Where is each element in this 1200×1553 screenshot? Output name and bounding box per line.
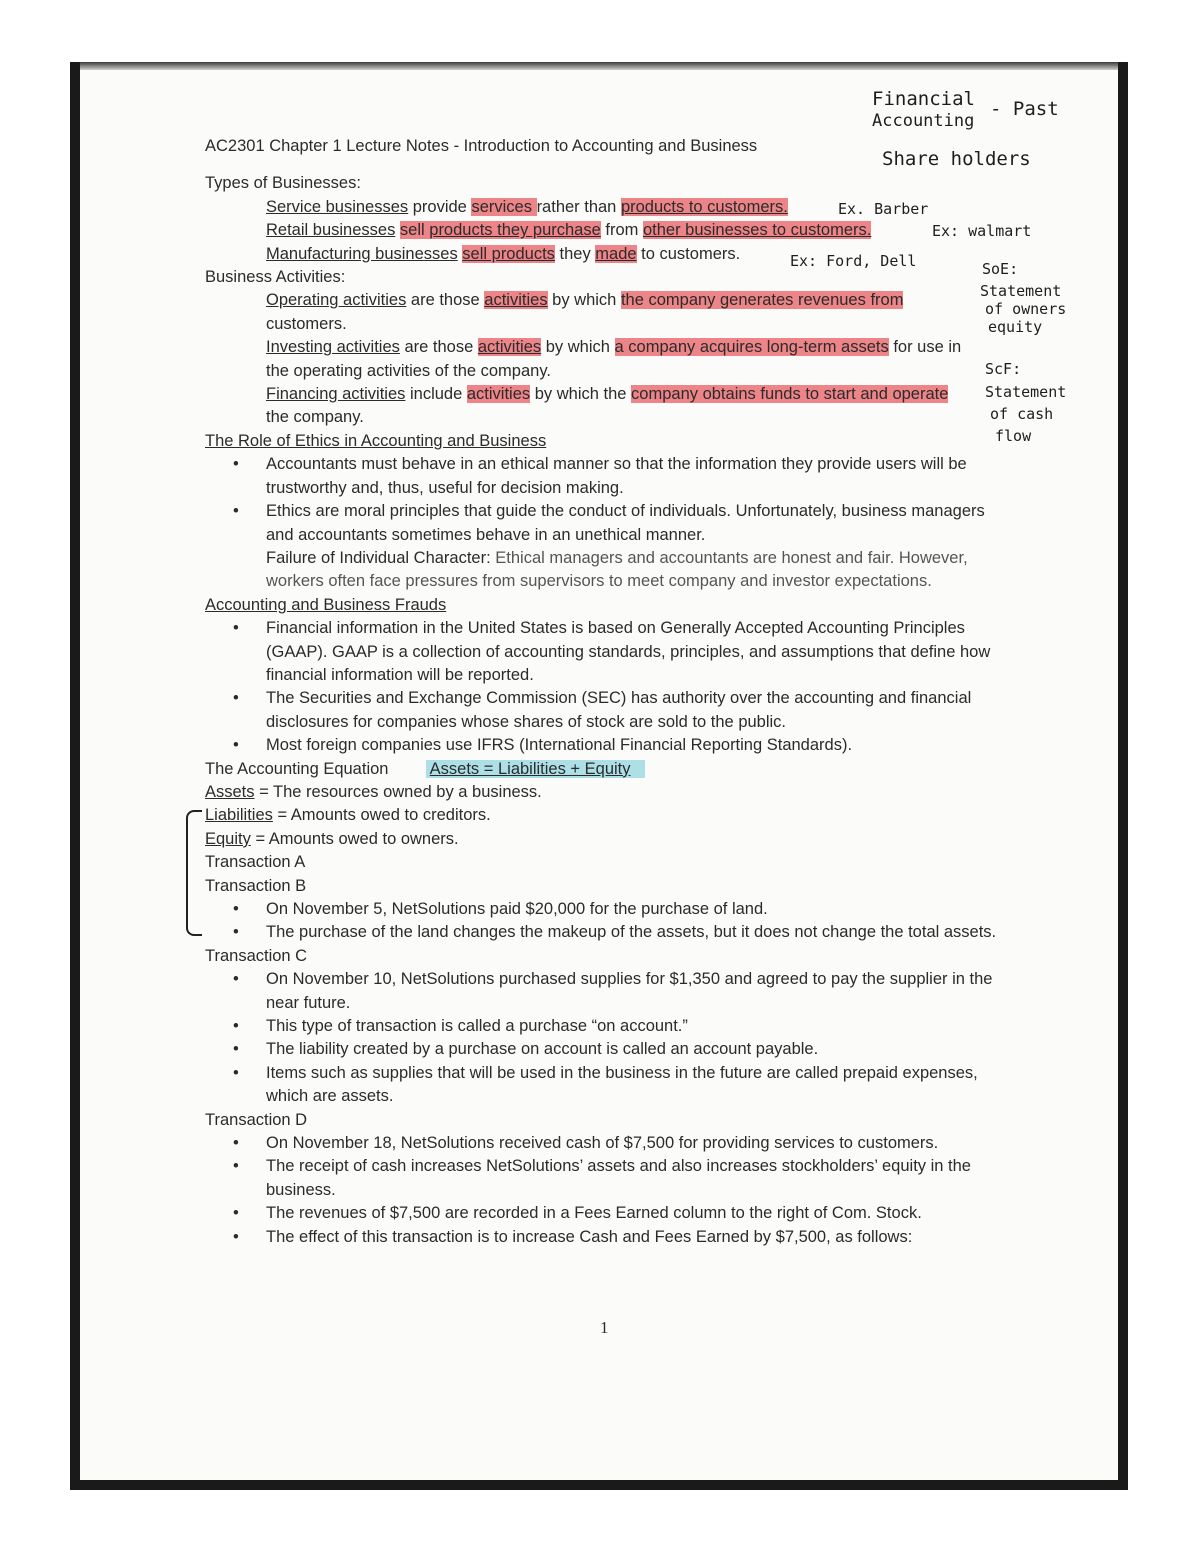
frauds-list [205,617,1015,757]
list-item: • On November 5, NetSolutions paid $20,000 for the purchase of land. [205,898,1015,921]
list-item: • On November 18, NetSolutions received cash of $7,500 for providing services to customers. [205,1132,1015,1155]
ethics-heading: The Role of Ethics in Accounting and Business [205,431,547,450]
list-item: • Financial information in the United States is based on Generally Accepted Accounting Principles (GAAP). GAAP is a collection of accounting standards, principles, and assumptions that define how financial information will be reported. [205,617,1015,687]
handwritten-soe-line1: Statement [980,282,1062,300]
list-item: • This type of transaction is called a purchase “on account.” [205,1015,1015,1038]
activities-heading: Business Activities: [205,268,346,287]
transaction-d-heading: Transaction D [205,1110,308,1129]
list-item: • The liability created by a purchase on account is called an account payable. [205,1038,1015,1061]
handwritten-financial: Financial [872,88,975,110]
equation-line: The Accounting Equation Assets = Liabilities + Equity [205,758,1015,781]
manufacturing-businesses-line: Manufacturing businesses sell products they made to customers. [266,244,741,263]
frauds-heading: Accounting and Business Frauds [205,595,447,614]
transaction-a-heading: Transaction A [205,853,306,872]
financing-activities: Financing activities include activities by which the company obtains funds to start and operate the company. [266,385,949,427]
list-item: • The revenues of $7,500 are recorded in a Fees Earned column to the right of Com. Stock. [205,1202,1015,1225]
handwritten-soe: SoE: [982,260,1019,278]
scan-left-edge [70,62,80,1490]
accounting-equation: Assets = Liabilities + Equity [426,760,645,778]
handwritten-accounting: Accounting [872,111,975,131]
ethics-list [205,453,1015,547]
list-item: • The effect of this transaction is to increase Cash and Fees Earned by $7,500, as follows: [205,1226,1015,1249]
list-item: • Ethics are moral principles that guide the conduct of individuals. Unfortunately, business managers and accountants sometimes behave in an unethical manner. [205,500,1015,547]
transaction-d-list [205,1132,1015,1249]
service-businesses-line: Service businesses provide services rather than products to customers. [266,197,788,216]
list-item: • The purchase of the land changes the makeup of the assets, but it does not change the total assets. [205,921,1015,944]
page-number: 1 [600,1318,609,1337]
scan-bottom-edge [70,1480,1128,1490]
scan-top-edge [80,62,1120,70]
scan-right-edge [1118,62,1128,1490]
handwritten-ex-barber: Ex. Barber [838,200,929,218]
transaction-c-heading: Transaction C [205,946,308,965]
handwritten-scf-line3: flow [995,427,1032,445]
handwritten-ex-walmart: Ex: walmart [932,222,1032,240]
list-item: • The Securities and Exchange Commission (SEC) has authority over the accounting and financial disclosures for companies whose shares of stock are sold to the public. [205,687,1015,734]
transaction-b-list [205,898,1015,945]
lecture-notes [205,130,1015,1249]
types-heading: Types of Businesses: [205,174,361,193]
document-title: AC2301 Chapter 1 Lecture Notes - Introduction to Accounting and Business [205,137,758,155]
transaction-b-heading: Transaction B [205,876,307,895]
handwritten-scf-line2: of cash [990,405,1054,423]
investing-activities: Investing activities are those activities by which a company acquires long-term assets for use in the operating activities of the company. [266,338,962,380]
list-item: • Accountants must behave in an ethical manner so that the information they provide users will be trustworthy and, thus, useful for decision making. [205,453,1015,500]
liabilities-definition: Liabilities = Amounts owed to creditors. [205,806,491,825]
list-item: • The receipt of cash increases NetSolutions’ assets and also increases stockholders’ equity in the business. [205,1155,1015,1202]
handwritten-soe-line2: of owners [985,300,1067,318]
operating-activities: Operating activities are those activities by which the company generates revenues from customers. [266,291,904,333]
handwritten-ex-ford: Ex: Ford, Dell [790,252,917,270]
definitions-bracket [186,810,202,936]
assets-definition: Assets = The resources owned by a business. [205,782,542,801]
transaction-c-list [205,968,1015,1108]
handwritten-scf-line1: Statement [985,383,1067,401]
handwritten-scf: ScF: [985,360,1022,378]
list-item: • Most foreign companies use IFRS (International Financial Reporting Standards). [205,734,1015,757]
equity-definition: Equity = Amounts owed to owners. [205,829,459,848]
handwritten-shareholders: Share holders [882,148,1031,170]
handwritten-soe-line3: equity [988,318,1043,336]
handwritten-past: - Past [990,98,1059,120]
list-item: • On November 10, NetSolutions purchased supplies for $1,350 and agreed to pay the supplier in the near future. [205,968,1015,1015]
list-item: • Items such as supplies that will be used in the business in the future are called prepaid expenses, which are assets. [205,1062,1015,1109]
retail-businesses-line: Retail businesses sell products they purchase from other businesses to customers. [266,221,872,240]
failure-paragraph: Failure of Individual Character: Ethical managers and accountants are honest and fair. However, workers often face pressures from supervisors to meet company and investor expectations. [266,548,968,591]
